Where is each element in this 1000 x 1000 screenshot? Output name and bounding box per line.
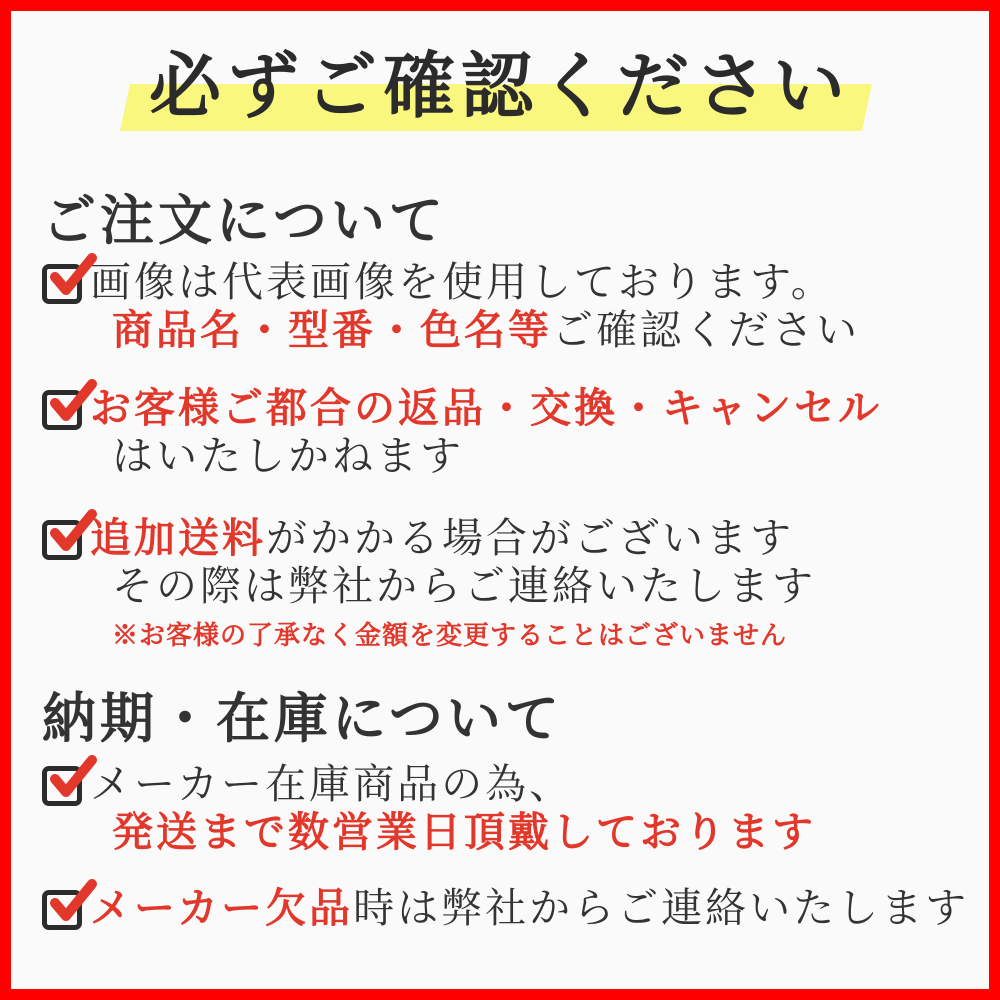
item-text-emphasis: 追加送料	[90, 514, 266, 562]
checklist-item	[42, 514, 816, 653]
checkmark-icon	[46, 255, 96, 301]
item-text-lines	[90, 884, 969, 932]
item-line	[90, 760, 816, 808]
section-heading-stock: 納期・在庫について	[42, 686, 563, 750]
item-text: がかかる場合がございます	[266, 514, 794, 562]
item-text: メーカー在庫商品の為、	[90, 760, 574, 808]
item-line	[90, 432, 882, 480]
title-band	[0, 28, 1000, 132]
page-title	[141, 28, 859, 132]
checkmark-icon	[46, 381, 96, 427]
page-title-text: 必ずご確認ください	[148, 43, 851, 128]
item-line	[90, 884, 969, 932]
item-text: 画像は代表画像を使用しております。	[90, 258, 835, 306]
checkbox-icon	[42, 520, 82, 560]
checklist-item	[42, 384, 882, 480]
item-text-lines	[90, 384, 882, 480]
checkmark-icon	[46, 881, 96, 927]
item-line	[90, 562, 816, 610]
item-line	[90, 258, 860, 306]
checklist-item	[42, 884, 969, 932]
item-line	[90, 514, 816, 562]
item-text-emphasis: メーカー欠品	[90, 884, 354, 932]
item-text-emphasis: 商品名・型番・色名等	[112, 306, 552, 354]
checkbox-icon	[42, 890, 82, 930]
item-text-lines	[90, 258, 860, 354]
checkbox-icon	[42, 264, 82, 304]
checkmark-icon	[46, 511, 96, 557]
item-text-emphasis: お客様ご都合の返品・交換・キャンセル	[90, 384, 882, 432]
item-line	[90, 808, 816, 856]
item-text: 時は弊社からご連絡いたします	[353, 884, 970, 932]
item-text: その際は弊社からご連絡いたします	[112, 562, 816, 610]
checkmark-icon	[46, 757, 96, 803]
item-text-lines	[90, 760, 816, 856]
item-footnote: ※お客様の了承なく金額を変更することはございません	[112, 621, 788, 651]
checklist-item	[42, 258, 860, 354]
item-text: ご確認ください	[552, 306, 860, 354]
item-text: はいたしかねます	[112, 432, 464, 480]
item-line	[90, 306, 860, 354]
item-line	[90, 384, 882, 432]
checkbox-icon	[42, 766, 82, 806]
item-text-lines	[90, 514, 816, 653]
checkbox-icon	[42, 390, 82, 430]
item-text-emphasis: 発送まで数営業日頂戴しております	[112, 808, 816, 856]
checklist-item	[42, 760, 816, 856]
section-heading-order: ご注文について	[42, 188, 447, 252]
